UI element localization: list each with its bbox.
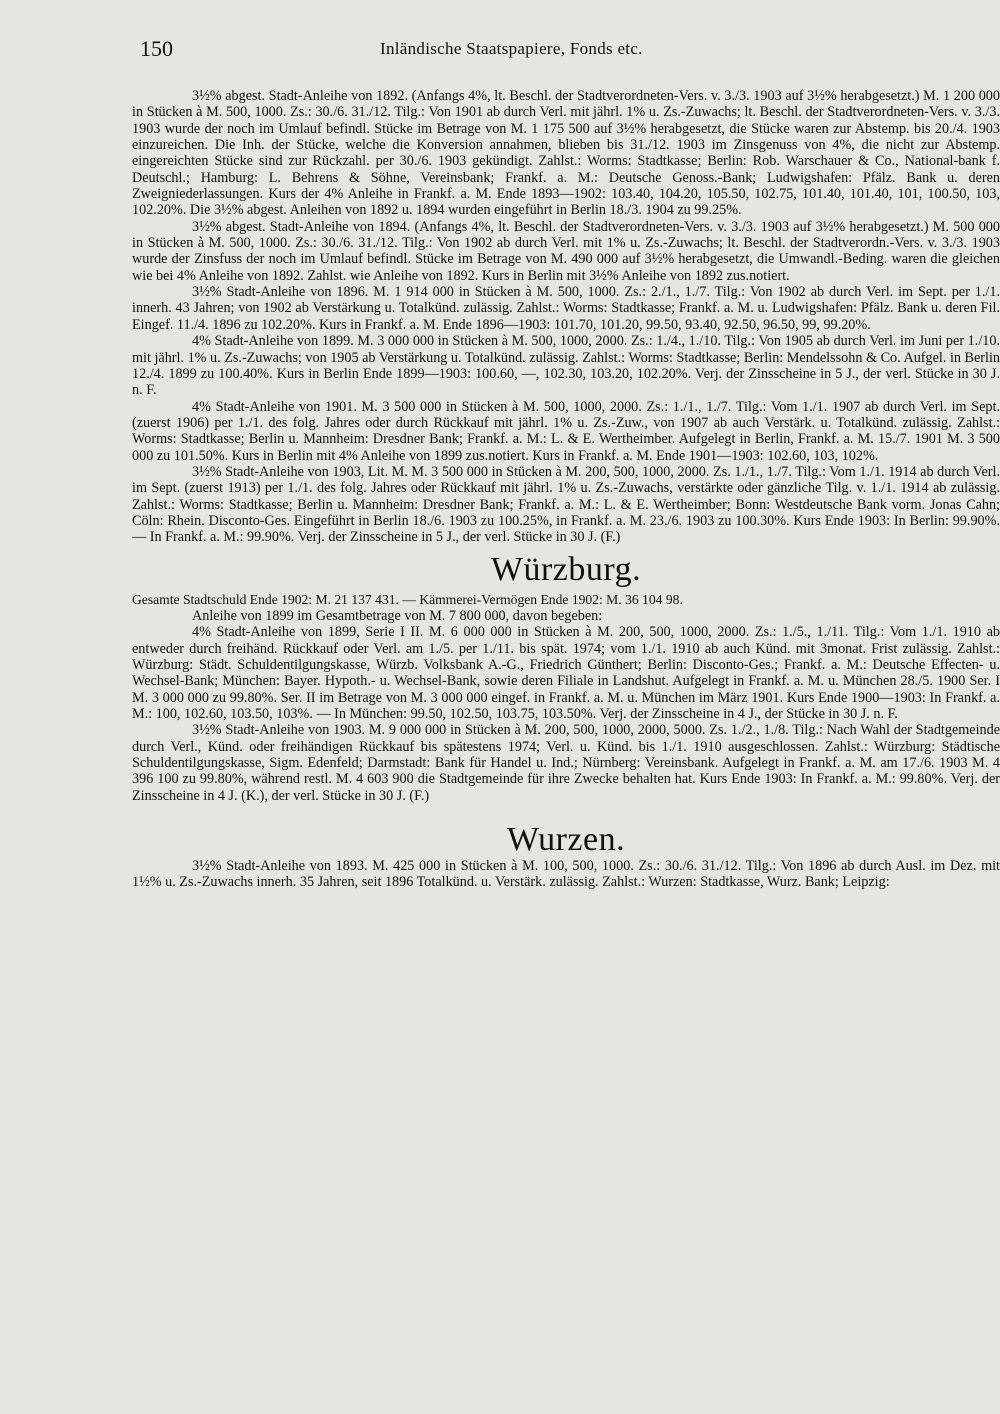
running-title: Inländische Staatspapiere, Fonds etc. [380,39,643,58]
wuerzburg-debt-summary: Gesamte Stadtschuld Ende 1902: M. 21 137 431. — Kämmerei-Vermögen Ende 1902: M. 36 104 98. [132,591,683,607]
worms-loan-1892: 3½% abgest. Stadt-Anleihe von 1892. (Anfangs 4%, lt. Beschl. der Stadtverordneten-Vers. v. 3./3. 1903 auf 3½% herabgesetzt.) M. 1 200 000 in Stücken à M. 500, 1000. Zs.: 30./6. 31./12. Tilg.: Von 1901 ab durch Verl. mit jährl. 1% u. Zs.-Zuwachs; lt. Beschl. der Stadtverordneten-Vers. v. 3./3. 1903 wurde der noch im Umlauf befindl. Stücke im Betrage von M. 1 175 500 auf 3½% herabgesetzt, die Stücke waren zur Abstemp. bis 20./4. 1903 einzureichen. Die Inh. der Stücke, welche die Konversion annahmen, blieben bis 31./12. 1903 im Zinsgenuss von 4%, die nicht zur Abstemp. eingereichten Stücke sind zur Rückzahl. per 30./6. 1903 gekündigt. Zahlst.: Worms: Stadtkasse; Berlin: Rob. Warschauer & Co., National-bank f. Deutschl.; Hamburg: L. Behrens & Söhne, Vereinsbank; Frankf. a. M.: Deutsche Genoss.-Bank; Ludwigshafen: Pfälz. Bank u. deren Zweigniederlassungen. Kurs der 4% Anleihe in Frankf. a. M. Ende 1893—1902: 103.40, 104.20, 105.50, 102.75, 101.40, 101.40, 101, 100.50, 103, 102.20%. Die 3½% abgest. Anleihen von 1892 u. 1894 wurden eingeführt in Berlin 18./3. 1904 zu 99.25%. [132,88,1000,219]
worms-loan-1896: 3½% Stadt-Anleihe von 1896. M. 1 914 000 in Stücken à M. 500, 1000. Zs.: 2./1., 1./7. Tilg.: Von 1902 ab durch Verl. im Sept. per 1./1. innerh. 43 Jahren; von 1902 ab Verstärkung u. Totalkünd. zulässig. Zahlst.: Worms: Stadtkasse; Frankf. a. M. u. Ludwigshafen: Pfälz. Bank u. deren Fil. Eingef. 11./4. 1896 zu 102.20%. Kurs in Frankf. a. M. Ende 1896—1903: 101.70, 101.20, 99.50, 93.40, 92.50, 96.50, 99, 99.20%. [132,284,1000,333]
worms-loan-1901: 4% Stadt-Anleihe von 1901. M. 3 500 000 in Stücken à M. 500, 1000, 2000. Zs.: 1./1., 1./7. Tilg.: Vom 1./1. 1907 ab durch Verl. im Sept. (zuerst 1906) per 1./1. des folg. Jahres oder durch Rückkauf mit jährl. 1% u. Zs.-Zuw., von 1907 ab auch Verstärk. u. Totalkünd. zulässig. Zahlst.: Worms: Stadtkasse; Berlin u. Mannheim: Dresdner Bank; Frankf. a. M.: L. & E. Wertheimber. Aufgelegt in Berlin, Frankf. a. M. 15./7. 1901 M. 3 500 000 zu 101.50%. Kurs in Berlin mit 4% Anleihe von 1899 zus.notiert. Kurs in Frankf. a. M. Ende 1901—1903: 102.60, 103, 102%. [132,398,1000,464]
worms-loan-1899: 4% Stadt-Anleihe von 1899. M. 3 000 000 in Stücken à M. 500, 1000, 2000. Zs.: 1./4., 1./10. Tilg.: Von 1905 ab durch Verl. im Juni per 1./10. mit jährl. 1% u. Zs.-Zuwachs; von 1905 ab Verstärkung u. Totalkünd. zulässig. Zahlst.: Worms: Stadtkasse; Berlin: Mendelssohn & Co. Aufgel. in Berlin 12./4. 1899 zu 100.40%. Kurs in Berlin Ende 1899—1903: 100.60, —, 102.30, 103.20, 102.20%. Verj. der Zinsscheine in 5 J., der verl. Stücke in 30 J. n. F. [132,333,1000,399]
page-body [132,88,1000,891]
page-header [140,36,960,62]
city-heading-wuerzburg: Würzburg. [490,550,642,588]
worms-loan-1894: 3½% abgest. Stadt-Anleihe von 1894. (Anfangs 4%, lt. Beschl. der Stadtverordneten-Vers. v. 3./3. 1903 auf 3½% herabgesetzt.) M. 500 000 in Stücken à M. 500, 1000. Zs.: 30./6. 31./12. Tilg.: Von 1902 ab durch Verl. mit 1% u. Zs.-Zuwachs; lt. Beschl. der Stadtverordn.-Vers. v. 3./3. 1903 wurde der Zinsfuss der noch im Umlauf befindl. Stücke im Betrage von M. 490 000 auf 3½% herabgesetzt, die Umwandl.-Beding. waren die gleichen wie bei 4% Anleihe von 1892. Zahlst. wie Anleihe von 1892. Kurs in Berlin mit 3½% Anleihe von 1892 zus.notiert. [132,218,1000,284]
wurzen-loan-1893: 3½% Stadt-Anleihe von 1893. M. 425 000 in Stücken à M. 100, 500, 1000. Zs.: 30./6. 31./12. Tilg.: Von 1896 ab durch Ausl. im Dez. mit 1½% u. Zs.-Zuwachs innerh. 35 Jahren, seit 1896 Totalkünd. u. Verstärk. zulässig. Zahlst.: Wurzen: Stadtkasse, Wurz. Bank; Leipzig: [132,858,1000,891]
wuerzburg-loan-1903: 3½% Stadt-Anleihe von 1903. M. 9 000 000 in Stücken à M. 200, 500, 1000, 2000, 5000. Zs. 1./2., 1./8. Tilg.: Nach Wahl der Stadtgemeinde durch Verl., Künd. oder freihändigen Rückkauf bis spätestens 1974; Verl. u. Künd. bis 1./1. 1910 ausgeschlossen. Zahlst.: Würzburg: Städtische Schuldentilgungskasse, Sigm. Edenfeld; Darmstadt: Bank für Handel u. Ind.; Nürnberg: Vereinsbank. Aufgelegt in Frankf. a. M. am 17./6. 1903 M. 4 396 100 zu 99.80%, während restl. M. 4 603 900 die Stadtgemeinde für ihre Zwecke behalten hat. Kurs Ende 1903: In Frankf. a. M.: 99.80%. Verj. der Zinsscheine in 4 J. (K.), der verl. Stücke in 30 J. (F.) [132,722,1000,804]
worms-loan-1903: 3½% Stadt-Anleihe von 1903, Lit. M. M. 3 500 000 in Stücken à M. 200, 500, 1000, 2000. Zs. 1./1., 1./7. Tilg.: Vom 1./1. 1914 ab durch Verl. im Sept. (zuerst 1913) per 1./1. des folg. Jahres oder Rückkauf mit jährl. 1% u. Zs.-Zuwachs, verstärkte oder gänzliche Tilg. v. 1./1. 1914 ab zulässig. Zahlst.: Worms: Stadtkasse; Berlin u. Mannheim: Dresdner Bank; Frankf. a. M.: L. & E. Wertheimber; Bonn: Westdeutsche Bank vorm. Jonas Cahn; Cöln: Rhein. Disconto-Ges. Eingeführt in Berlin 18./6. 1903 zu 100.25%, in Frankf. a. M. 23./6. 1903 zu 100.30%. Kurs Ende 1903: In Berlin: 99.90%. — In Frankf. a. M.: 99.90%. Verj. der Zinsscheine in 5 J., der verl. Stücke in 30 J. (F.) [132,463,1000,546]
wuerzburg-loan-intro: Anleihe von 1899 im Gesamtbetrage von M. 7 800 000, davon begeben: [192,607,603,624]
page-number: 150 [140,36,173,61]
city-heading-wurzen: Wurzen. [506,821,626,859]
wuerzburg-loan-1899: 4% Stadt-Anleihe von 1899, Serie I II. M. 6 000 000 in Stücken à M. 200, 500, 1000, 2000. Zs.: 1./5., 1./11. Tilg.: Vom 1./1. 1910 ab entweder durch freihänd. Rückkauf oder Verl. am 1./5. per 1./11. bis spät. 1974; vom 1./1. 1910 ab auch Künd. mit 3monat. Frist zulässig. Zahlst.: Würzburg: Städt. Schuldentilgungskasse, Würzb. Volksbank A.-G., Friedrich Günthert; Berlin: Disconto-Ges.; Frankf. a. M.: Deutsche Effecten- u. Wechsel-Bank; München: Bayer. Hypoth.- u. Wechsel-Bank, sowie deren Filiale in Landshut. Aufgelegt in Frankf. a. M. u. München 28./5. 1900 Ser. I M. 3 000 000 zu 99.80%. Ser. II im Betrage von M. 3 000 000 eingef. in Frankf. a. M. u. München im März 1901. Kurs Ende 1900—1903: In Frankf. a. M.: 100, 102.60, 103.50, 103%. — In München: 99.50, 102.50, 103.75, 103.50%. Verj. der Zinsscheine in 4 J., der Stücke in 30 J. n. F. [132,624,1000,723]
